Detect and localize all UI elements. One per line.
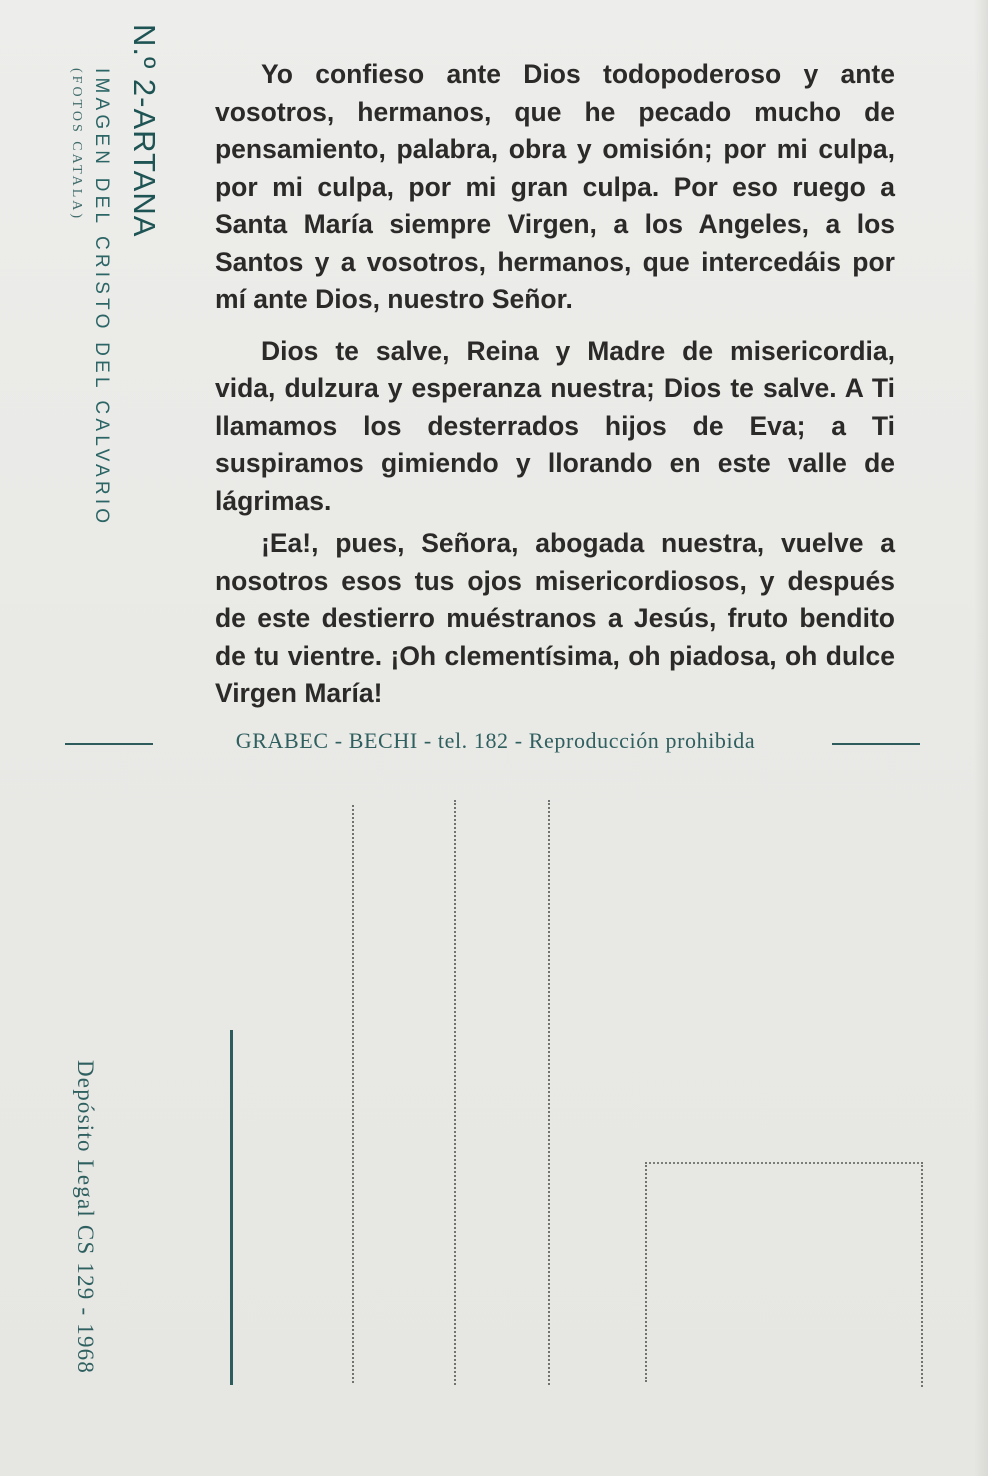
imprint-line — [65, 728, 920, 758]
prayer-paragraph-confiteor: Yo confieso ante Dios todopoderoso y ante vosotros, hermanos, que he pecado mucho de pensamiento, palabra, obra y omisión; por mi culpa, por mi culpa, por mi gran culpa. Por eso ruego a Santa María siempre Virgen, a los Angeles, a los Santos y a vosotros, hermanos, que intercedáis por mí ante Dios, nuestro Señor. — [215, 59, 895, 314]
address-line-2 — [454, 800, 456, 1385]
address-line-3 — [548, 800, 550, 1385]
image-title: IMAGEN DEL CRISTO DEL CALVARIO — [91, 68, 112, 528]
card-number: N.º 2-ARTANA — [127, 24, 162, 238]
stamp-box-top — [645, 1162, 923, 1164]
legal-deposit: Depósito Legal CS 129 - 1968 — [73, 1060, 98, 1375]
photo-credit: (FOTOS CATALA) — [69, 68, 84, 222]
stamp-box-left — [645, 1162, 647, 1382]
printer-imprint: GRABEC - BECHI - tel. 182 - Reproducción prohibida — [235, 728, 756, 753]
divider-line — [230, 1030, 233, 1385]
prayer-paragraph-salve-2: ¡Ea!, pues, Señora, abogada nuestra, vuelve a nosotros esos tus ojos misericordiosos, y después de este destierro muéstranos a Jesús, fruto bendito de tu vientre. ¡Oh clementísima, oh piadosa, oh dulce Virgen María! — [215, 528, 895, 708]
stamp-box-right — [921, 1162, 923, 1387]
prayer-paragraph-salve-1: Dios te salve, Reina y Madre de misericordia, vida, dulzura y esperanza nuestra; Dios te salve. A Ti llamamos los desterrados hijos de Eva; a Ti suspiramos gimiendo y llorando en este valle de lágrimas. — [215, 335, 895, 516]
prayer-text — [215, 56, 895, 713]
imprint-rule-right — [832, 743, 920, 745]
imprint-rule-left — [65, 743, 153, 745]
address-line-1 — [352, 805, 354, 1383]
